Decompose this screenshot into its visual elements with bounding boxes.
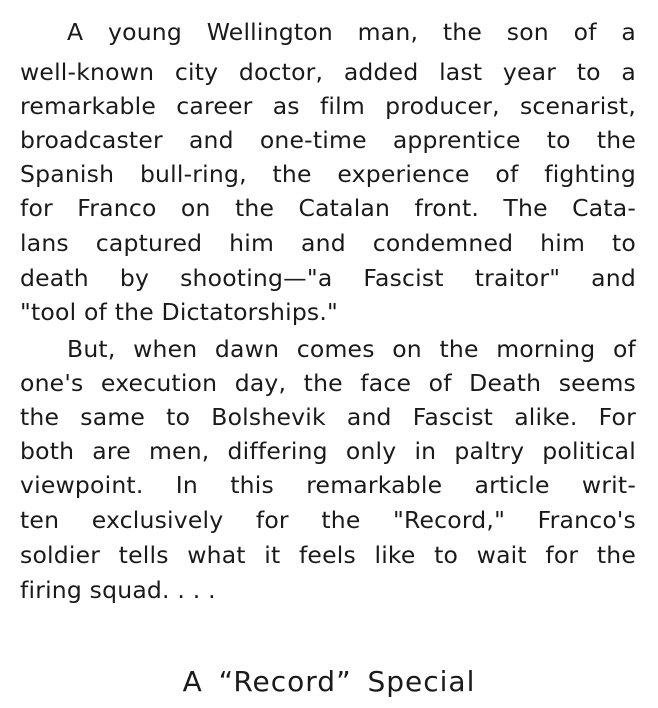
text-line: firing squad. . . . xyxy=(20,576,216,604)
record-special-credit: A “Record” Special xyxy=(182,665,476,698)
text-line: one's execution day, the face of Death seems xyxy=(20,369,636,397)
text-line: A young Wellington man, the son of a xyxy=(67,18,636,46)
text-line: viewpoint. In this remarkable article writ- xyxy=(20,471,636,499)
text-line: both are men, differing only in paltry political xyxy=(20,437,636,465)
text-line: well-known city doctor, added last year to a xyxy=(20,58,636,86)
text-line: ten exclusively for the "Record," Franco's xyxy=(20,506,636,534)
text-line: the same to Bolshevik and Fascist alike. For xyxy=(20,403,636,431)
text-line: for Franco on the Catalan front. The Cata- xyxy=(20,194,636,222)
text-line: death by shooting—"a Fascist traitor" and xyxy=(20,264,636,292)
text-line: remarkable career as film producer, scenarist, xyxy=(20,92,636,120)
text-line: Spanish bull-ring, the experience of fighting xyxy=(20,160,636,188)
text-line: broadcaster and one-time apprentice to the xyxy=(20,126,636,154)
text-line: "tool of the Dictatorships." xyxy=(20,298,339,326)
text-line: But, when dawn comes on the morning of xyxy=(67,335,636,363)
text-line: soldier tells what it feels like to wait for the xyxy=(20,541,636,569)
text-line: lans captured him and condemned him to xyxy=(20,229,636,257)
